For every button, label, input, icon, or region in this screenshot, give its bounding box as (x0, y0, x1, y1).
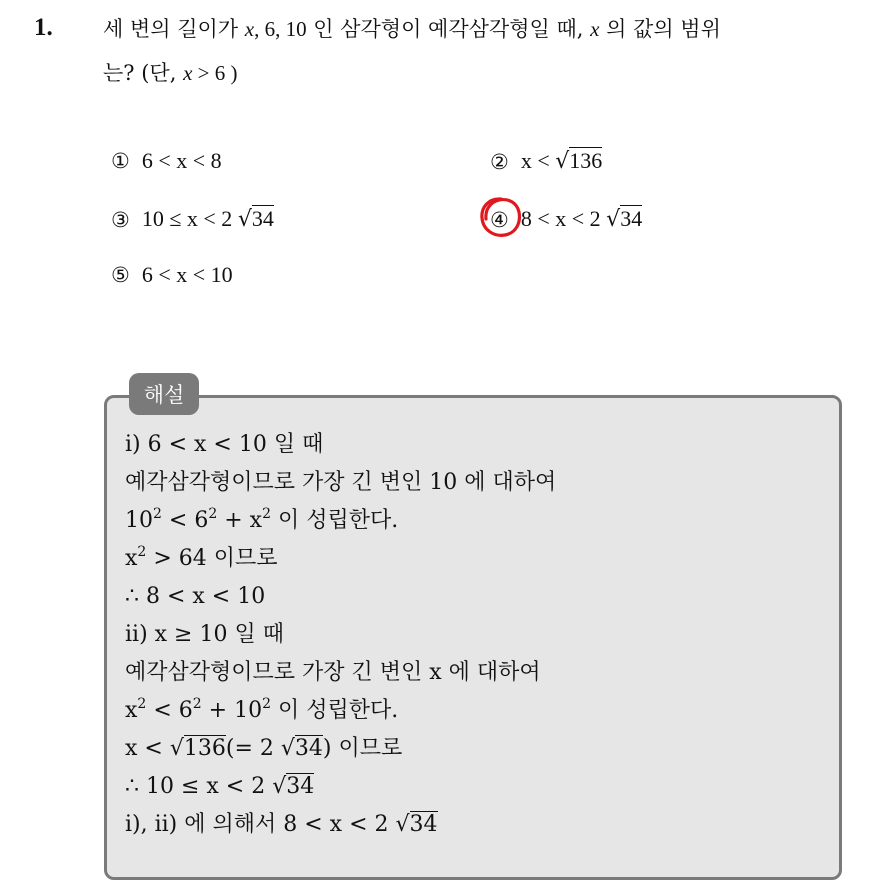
choice-number: ⑤ (111, 263, 130, 287)
solution-line: ∴ 8 < x < 10 (125, 584, 266, 609)
question-text-line1 (103, 16, 721, 42)
solution-line: $x^2 < 6^2 + 10^2$ 이 성립한다. (125, 696, 399, 723)
solution-line: 예각삼각형이므로 가장 긴 변인 x 에 대하여 (125, 660, 541, 685)
solution-line: $x^2 > 64$ 이므로 (125, 544, 278, 571)
choice-expression: 6 < x < 8 (141, 148, 222, 173)
choice-expression: 6 < x < 10 (141, 262, 233, 287)
choice-expression: 10 ≤ x < 2 √34 (141, 206, 274, 232)
choice-5[interactable] (111, 262, 233, 288)
solution-line: x < √136(= 2 √34) 이므로 (125, 736, 403, 761)
question-text: 는? (단, (103, 61, 177, 85)
solution-line: 예각삼각형이므로 가장 긴 변인 10 에 대하여 (125, 470, 557, 495)
variable-x: x (590, 17, 600, 41)
solution-line: i) 6 < x < 10 일 때 (125, 432, 324, 457)
choice-number: ① (111, 149, 130, 173)
choice-number: ② (490, 149, 509, 174)
choice-3[interactable] (111, 206, 274, 233)
variable-x: x (244, 17, 255, 41)
solution-line: ii) x ≥ 10 일 때 (125, 622, 284, 647)
side-lengths: , 6, 10 (254, 17, 307, 41)
question-text: 인 삼각형이 예각삼각형일 때, (306, 17, 584, 41)
choice-expression: x < √136 (520, 148, 603, 174)
solution-line: ∴ 10 ≤ x < 2 √34 (125, 774, 315, 799)
choice-expression: 8 < x < 2 √34 (520, 206, 643, 232)
choice-number: ④ (490, 207, 509, 232)
choice-number: ③ (111, 207, 130, 232)
choice-1[interactable] (111, 148, 222, 174)
question-number: 1. (34, 14, 53, 41)
choice-2[interactable] (490, 148, 602, 175)
condition: > 6 ) (192, 61, 238, 85)
question-text: 세 변의 길이가 (103, 17, 239, 41)
question-text-line2 (103, 60, 237, 86)
solution-line: $10^2 < 6^2 + x^2$ 이 성립한다. (125, 506, 399, 533)
question-text: 의 값의 범위 (599, 17, 721, 41)
solution-line: i), ii) 에 의해서 8 < x < 2 √34 (125, 812, 438, 837)
variable-x: x (183, 61, 193, 85)
solution-tag: 해설 (129, 373, 199, 415)
answer-circle-mark-icon (478, 194, 524, 240)
